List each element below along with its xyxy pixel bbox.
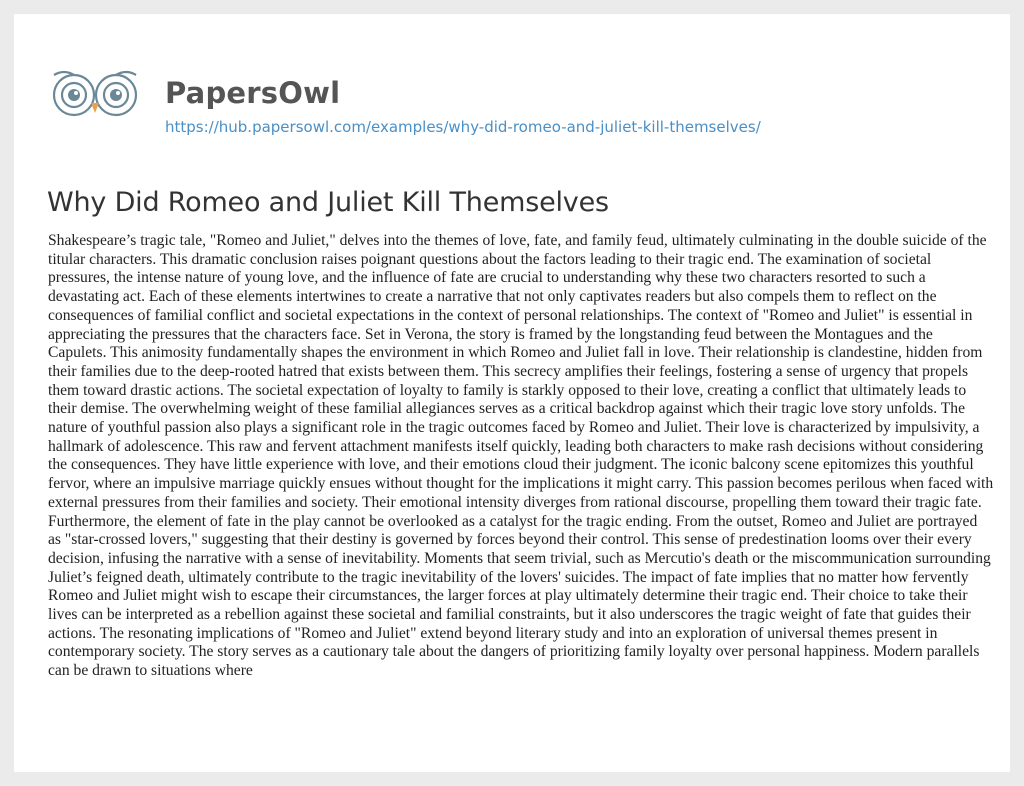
document-title: Why Did Romeo and Juliet Kill Themselves — [47, 187, 609, 218]
document-sheet — [14, 14, 1010, 772]
source-url-link[interactable]: https://hub.papersowl.com/examples/why-did-romeo-and-juliet-kill-themselves/ — [165, 118, 761, 136]
site-header — [14, 14, 1010, 162]
owl-logo-icon — [50, 67, 140, 119]
document-body: Shakespeare’s tragic tale, "Romeo and Juliet," delves into the themes of love, fate, and family feud, ultimately culminating in the double suicide of the titular characters. This dramatic conclusion raises poignant questions about the factors leading to their tragic end. The examination of societal pressures, the intense nature of young love, and the influence of fate are crucial to understanding why these two characters resorted to such a devastating act. Each of these elements intertwines to create a narrative that not only captivates readers but also compels them to reflect on the consequences of familial conflict and societal expectations in the context of personal relationships. The context of "Romeo and Juliet" is essential in appreciating the pressures that the characters face. Set in Verona, the story is framed by the longstanding feud between the Montagues and the Capulets. This animosity fundamentally shapes the environment in which Romeo and Juliet fall in love. Their relationship is clandestine, hidden from their families due to the deep-rooted hatred that exists between them. This secrecy amplifies their feelings, fostering a sense of urgency that propels them toward drastic actions. The societal expectation of loyalty to family is starkly opposed to their love, creating a conflict that ultimately leads to their demise. The overwhelming weight of these familial allegiances serves as a critical backdrop against which their tragic love story unfolds. The nature of youthful passion also plays a significant role in the tragic outcomes faced by Romeo and Juliet. Their love is characterized by impulsivity, a hallmark of adolescence. This raw and fervent attachment manifests itself quickly, leading both characters to make rash decisions without considering the consequences. They have little experience with love, and their emotions cloud their judgment. The iconic balcony scene epitomizes this youthful fervor, where an impulsive marriage quickly ensues without thought for the implications it might carry. This passion becomes perilous when faced with external pressures from their families and society. Their emotional intensity diverges from rational discourse, propelling them toward their tragic fate. Furthermore, the element of fate in the play cannot be overlooked as a catalyst for the tragic ending. From the outset, Romeo and Juliet are portrayed as "star-crossed lovers," suggesting that their destiny is governed by forces beyond their control. This sense of predestination looms over their every decision, infusing the narrative with a sense of inevitability. Moments that seem trivial, such as Mercutio's death or the miscommunication surrounding Juliet’s feigned death, ultimately contribute to the tragic inevitability of the lovers' suicides. The impact of fate implies that no matter how fervently Romeo and Juliet might wish to escape their circumstances, the larger forces at play ultimately determine their tragic end. Their choice to take their lives can be interpreted as a rebellion against these societal and familial constraints, but it also underscores the tragic weight of fate that guides their actions. The resonating implications of "Romeo and Juliet" extend beyond literary study and into an exploration of universal themes present in contemporary society. The story serves as a cautionary tale about the dangers of prioritizing family loyalty over personal happiness. Modern parallels can be drawn to situations where — [48, 232, 994, 680]
brand-name[interactable]: PapersOwl — [165, 76, 341, 110]
